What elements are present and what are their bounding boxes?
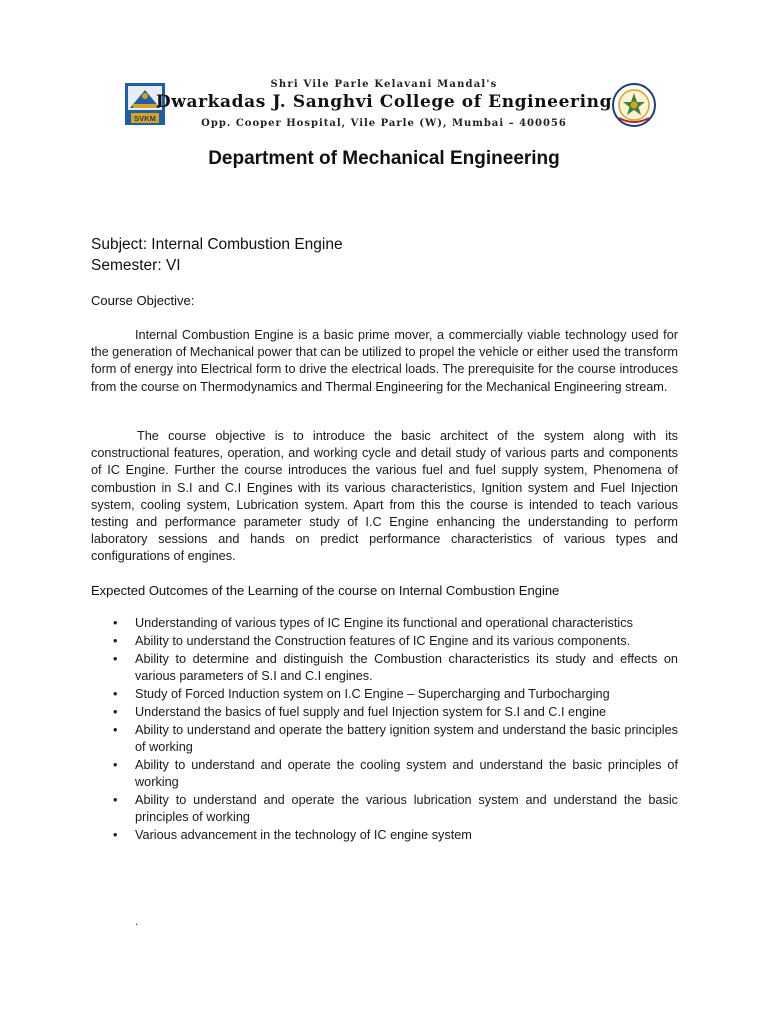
- svkm-logo-text: SVKM: [134, 114, 156, 123]
- college-address: Opp. Cooper Hospital, Vile Parle (W), Mumbai – 400056: [201, 118, 567, 129]
- list-item: [91, 615, 678, 632]
- bullet-icon: •: [113, 616, 118, 630]
- bullet-icon: •: [113, 828, 118, 842]
- list-item: [91, 704, 678, 721]
- expected-outcomes-heading: Expected Outcomes of the Learning of the course on Internal Combustion Engine: [91, 583, 560, 598]
- outcome-text: Study of Forced Induction system on I.C Engine – Supercharging and Turbocharging: [135, 687, 610, 701]
- stray-mark: .: [135, 914, 139, 928]
- college-name: Dwarkadas J. Sanghvi College of Engineering: [155, 92, 613, 112]
- subject-line: Subject: Internal Combustion Engine: [91, 236, 343, 253]
- semester-line: Semester: VI: [91, 257, 181, 274]
- bullet-icon: •: [113, 687, 118, 701]
- college-seal-logo: [611, 82, 657, 128]
- department-title: Department of Mechanical Engineering: [208, 148, 560, 169]
- outcome-text: Ability to understand the Construction features of IC Engine and its various components.: [135, 634, 631, 648]
- list-item: [91, 722, 678, 756]
- outcome-text: Ability to understand and operate the cooling system and understand the basic principles of working: [135, 758, 678, 789]
- objective-paragraph: Internal Combustion Engine is a basic prime mover, a commercially viable technology used for the generation of Mechanical power that can be utilized to propel the vehicle or either used the transform form of energy into Electrical form to drive the electrical loads. The prerequisite for the course introduces from the course on Thermodynamics and Thermal Engineering for the Mechanical Engineering stream.: [91, 328, 678, 394]
- bullet-icon: •: [113, 723, 118, 737]
- bullet-icon: •: [113, 758, 118, 772]
- outcome-text: Understanding of various types of IC Engine its functional and operational characteristics: [135, 616, 633, 630]
- bullet-icon: •: [113, 634, 118, 648]
- course-objective-heading: Course Objective:: [91, 293, 195, 308]
- outcome-text: Ability to understand and operate the battery ignition system and understand the basic principles of working: [135, 723, 678, 754]
- list-item: [91, 633, 678, 650]
- list-item: [91, 757, 678, 791]
- outcome-text: Various advancement in the technology of IC engine system: [135, 828, 472, 842]
- organization-name: Shri Vile Parle Kelavani Mandal's: [270, 79, 498, 90]
- bullet-icon: •: [113, 793, 118, 807]
- list-item: [91, 792, 678, 826]
- list-item: [91, 651, 678, 685]
- outcome-text: Ability to determine and distinguish the Combustion characteristics its study and effects on various parameters of S.I and C.I engines.: [135, 652, 678, 683]
- bullet-icon: •: [113, 652, 118, 666]
- outcomes-list: [91, 615, 678, 845]
- bullet-icon: •: [113, 705, 118, 719]
- outcome-text: Understand the basics of fuel supply and fuel Injection system for S.I and C.I engine: [135, 705, 607, 719]
- list-item: [91, 686, 678, 703]
- list-item: [91, 827, 678, 844]
- objective-paragraph: The course objective is to introduce the basic architect of the system along with its constructional features, operation, and working cycle and detail study of various parts and components of IC Engine. Further the course introduces the various fuel and fuel supply system, Phenomena of combustion in S.I and C.I Engines with its various characteristics, Ignition system and Fuel Injection system, cooling system, Lubrication system. Apart from this the course is intended to teach various testing and performance parameter study of I.C Engine enhancing the understanding to perform laboratory sessions and hands on predict performance characteristics of various types and configurations of engines.: [91, 429, 678, 564]
- outcome-text: Ability to understand and operate the various lubrication system and understand the basic principles of working: [135, 793, 678, 824]
